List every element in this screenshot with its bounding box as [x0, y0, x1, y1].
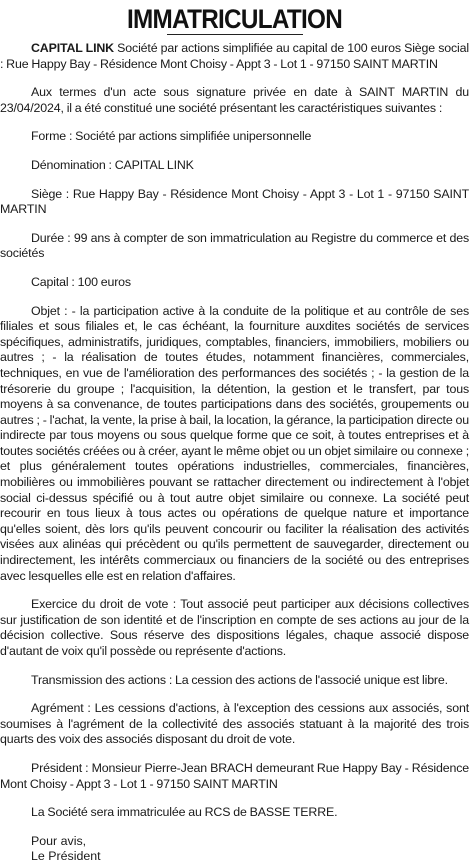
denomination-paragraph: Dénomination : CAPITAL LINK: [31, 157, 194, 172]
duree-paragraph: Durée : 99 ans à compter de son immatriculation au Registre du commerce et des sociétés: [0, 230, 469, 261]
capital-paragraph: Capital : 100 euros: [31, 274, 131, 289]
rcs-paragraph: La Société sera immatriculée au RCS de BASSE TERRE.: [31, 805, 338, 820]
forme-paragraph: Forme : Société par actions simplifiée unipersonnelle: [31, 129, 312, 144]
intro-paragraph: [0, 41, 469, 72]
siege-paragraph: Siège : Rue Happy Bay - Résidence Mont Choisy - Appt 3 - Lot 1 - 97150 SAINT MARTIN: [0, 186, 469, 217]
closing-pour-avis: Pour avis,: [31, 833, 87, 848]
agrement-paragraph: Agrément : Les cessions d'actions, à l'exception des cessions aux associés, sont soumises à l'agrément de la collectivité des associés statuant à la majorité des trois quarts des voix des associés disposant du droit de vote.: [0, 701, 469, 747]
company-name: CAPITAL LINK: [31, 41, 114, 55]
president-paragraph: Président : Monsieur Pierre-Jean BRACH demeurant Rue Happy Bay - Résidence Mont Choisy - Appt 3 - Lot 1 - 97150 SAINT MARTIN: [0, 760, 469, 791]
notice-title: IMMATRICULATION: [126, 4, 343, 34]
transmission-paragraph: Transmission des actions : La cession des actions de l'associé unique est libre.: [31, 672, 448, 687]
closing-signature: Le Président: [31, 849, 101, 864]
title-underline: [167, 34, 303, 35]
objet-paragraph: Objet : - la participation active à la conduite de la politique et au contrôle de ses filiales et sous filiales et, le cas échéant, la fourniture auxdites sociétés de services spécifiques, administratifs, juridiques, comptables, financiers, immobiliers, mobiliers ou autres ; - la réalisation de toutes études, notamment financières, commerciales, techniques, en vue de l'amélioration des performances des sociétés ; - la gestion de la trésorerie du groupe ; l'acquisition, la détention, la gestion et le transfert, par tous moyens à sa convenance, de toutes participations dans des sociétés, groupements ou autres ; - l'achat, la vente, la prise à bail, la location, la gérance, la participation directe ou indirecte par tous moyens ou sous quelque forme que ce soit, à toutes entreprises et à toutes sociétés créées ou à créer, ayant le même objet ou un objet similaire ou connexe ; et plus généralement toutes opérations industrielles, commerciales, financières, mobilières ou immobilières pouvant se rattacher directement ou indirectement à l'objet social ci-dessus spécifié ou à tout autre objet similaire ou connexe. La société peut recourir en tous lieux à tous actes ou opérations de quelque nature et importance qu'elles soient, dès lors qu'ils peuvent concourir ou faciliter la réalisation des activités visées aux alinéas qui précèdent ou qu'ils permettent de sauvegarder, directement ou indirectement, les intérêts commerciaux ou financiers de la société ou des entreprises avec lesquelles elle est en relation d'affaires.: [0, 303, 469, 583]
vote-paragraph: Exercice du droit de vote : Tout associé peut participer aux décisions collectives sur justification de son identité et de l'inscription en compte de ses actions au jour de la décision collective. Sous réserve des dispositions légales, chaque associé dispose d'autant de voix qu'il possède ou représente d'actions.: [0, 597, 469, 658]
deed-paragraph: Aux termes d'un acte sous signature privée en date à SAINT MARTIN du 23/04/2024, il a été constitué une société présentant les caractéristiques suivantes :: [0, 85, 469, 115]
intro-text: Société par actions simplifiée au capital de 100 euros Siège social : Rue Happy Bay - Résidence Mont Choisy - Appt 3 - Lot 1 - 97150 SAINT MARTIN: [0, 41, 469, 71]
